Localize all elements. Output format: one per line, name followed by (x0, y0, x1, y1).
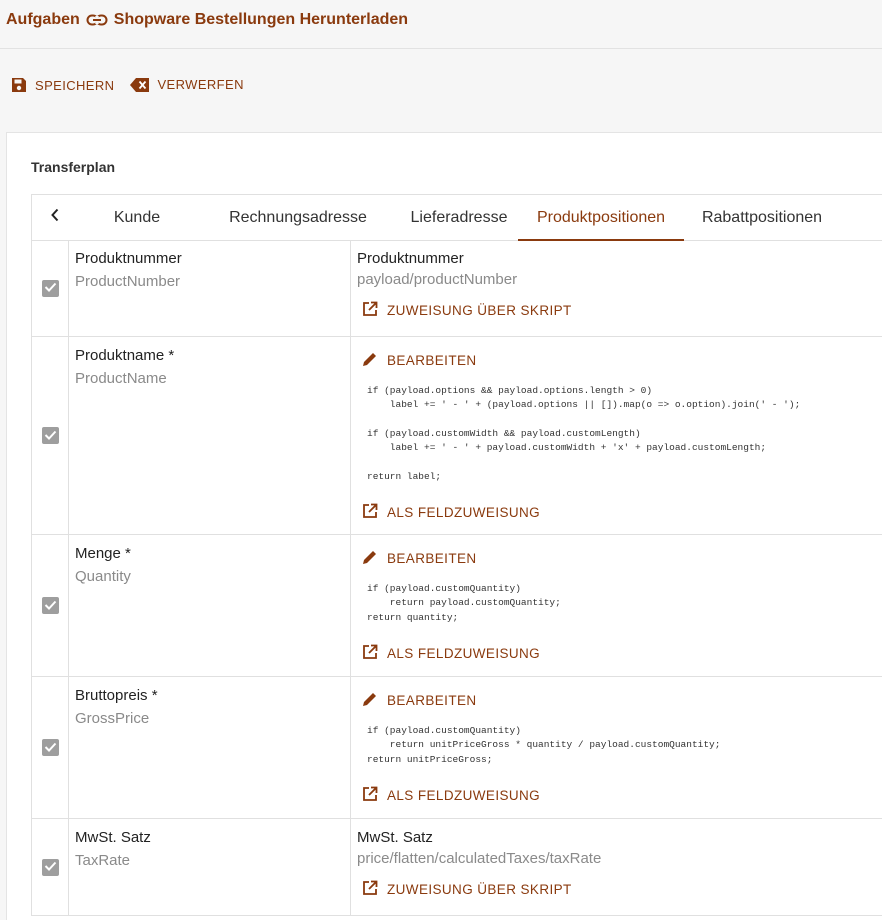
check-icon (44, 279, 57, 297)
assign-by-script-button[interactable] (362, 301, 882, 320)
row-checkbox-cell (32, 535, 69, 676)
assign-as-field-label: ALS FELDZUWEISUNG (387, 505, 541, 521)
tab-rechnungsadresse[interactable]: Rechnungsadresse (229, 208, 367, 226)
mapping-cell (351, 535, 882, 676)
assign-as-field-label: ALS FELDZUWEISUNG (387, 787, 541, 803)
toolbar (0, 49, 882, 132)
edit-script-label: BEARBEITEN (387, 693, 477, 708)
page-header (0, 0, 882, 49)
row-checkbox[interactable] (42, 427, 59, 444)
mapping-path: payload/productNumber (357, 271, 518, 288)
open-in-new-icon (362, 786, 378, 805)
row-checkbox[interactable] (42, 859, 59, 876)
check-icon (44, 427, 57, 445)
open-in-new-icon (362, 503, 378, 522)
edit-script-button[interactable] (362, 549, 882, 568)
mapping-label: Produktnummer (357, 250, 464, 267)
table-row (31, 337, 882, 535)
discard-button-label: VERWERFEN (157, 77, 244, 92)
mapping-cell (351, 677, 882, 818)
target-field-cell (69, 819, 351, 915)
assign-as-field-button[interactable] (362, 503, 882, 522)
field-key: ProductNumber (75, 273, 181, 290)
mapping-cell (351, 337, 882, 534)
save-button-label: SPEICHERN (35, 77, 115, 93)
edit-script-button[interactable] (362, 691, 882, 710)
mapping-tabs (31, 194, 882, 241)
row-checkbox-cell (32, 677, 69, 818)
field-label: Produktname * (75, 347, 175, 364)
open-in-new-icon (362, 644, 378, 663)
tab-rabattpositionen[interactable]: Rabattpositionen (701, 208, 823, 226)
transfer-plan-card (6, 132, 882, 920)
link-icon (86, 13, 108, 27)
assign-by-script-button[interactable] (362, 880, 882, 899)
target-field-cell (69, 535, 351, 676)
script-code: if (payload.customQuantity) return payload.customQuantity; return quantity; (367, 583, 561, 623)
edit-script-button[interactable] (362, 351, 882, 370)
pencil-icon (362, 351, 378, 370)
tab-produktpositionen[interactable]: Produktpositionen (518, 195, 684, 240)
field-key: GrossPrice (75, 710, 150, 727)
row-checkbox[interactable] (42, 597, 59, 614)
open-in-new-icon (362, 301, 378, 320)
open-in-new-icon (362, 880, 378, 899)
pencil-icon (362, 549, 378, 568)
assign-by-script-label: ZUWEISUNG ÜBER SKRIPT (387, 882, 572, 897)
row-checkbox-cell (32, 337, 69, 534)
mapping-table (31, 240, 882, 916)
target-field-cell (69, 677, 351, 818)
section-title: Transferplan (31, 159, 116, 175)
assign-by-script-label: ZUWEISUNG ÜBER SKRIPT (387, 303, 572, 318)
floppy-disk-icon (11, 77, 27, 93)
assign-as-field-button[interactable] (362, 644, 882, 663)
edit-script-label: BEARBEITEN (387, 353, 477, 368)
tab-kunde[interactable]: Kunde (113, 208, 161, 226)
assign-as-field-button[interactable] (362, 786, 882, 805)
row-checkbox-cell (32, 819, 69, 915)
mapping-cell (351, 240, 882, 336)
field-key: TaxRate (75, 852, 131, 869)
script-code: if (payload.customQuantity) return unitPriceGross * quantity / payload.customQuantity; return unitPriceGross; (367, 725, 721, 765)
tab-lieferadresse[interactable]: Lieferadresse (410, 208, 508, 226)
mapping-path: price/flatten/calculatedTaxes/taxRate (357, 850, 602, 867)
check-icon (44, 858, 57, 876)
row-checkbox[interactable] (42, 739, 59, 756)
check-icon (44, 739, 57, 757)
table-row (31, 677, 882, 819)
check-icon (44, 597, 57, 615)
field-label: Produktnummer (75, 250, 182, 267)
save-button[interactable] (11, 77, 114, 93)
edit-script-label: BEARBEITEN (387, 551, 477, 566)
page-title (6, 11, 876, 29)
field-label: MwSt. Satz (75, 829, 151, 846)
row-checkbox[interactable] (42, 280, 59, 297)
row-checkbox-cell (32, 240, 69, 336)
chevron-left-icon (50, 208, 60, 227)
page-title-text: Shopware Bestellungen Herunterladen (113, 11, 409, 28)
table-row (31, 240, 882, 337)
backspace-x-icon (130, 78, 149, 92)
pencil-icon (362, 691, 378, 710)
field-key: ProductName (75, 370, 167, 387)
script-code: if (payload.options && payload.options.length > 0) label += ' - ' + (payload.options || []).map(o => o.option).join(' - '); if (payload.customWidth && payload.customLength) label += ' - ' + payload.customWidth + 'x' + payload.customLength; return label; (367, 385, 801, 482)
field-label: Menge * (75, 545, 131, 562)
mapping-label: MwSt. Satz (357, 829, 433, 846)
field-key: Quantity (75, 568, 131, 585)
mapping-cell (351, 819, 882, 915)
breadcrumb-parent[interactable]: Aufgaben (6, 11, 80, 28)
table-row (31, 535, 882, 677)
discard-button[interactable] (130, 77, 243, 92)
target-field-cell (69, 240, 351, 336)
assign-as-field-label: ALS FELDZUWEISUNG (387, 645, 541, 661)
target-field-cell (69, 337, 351, 534)
field-label: Bruttopreis * (75, 687, 158, 704)
tab-scroll-back-button[interactable] (32, 195, 78, 240)
table-row (31, 819, 882, 916)
